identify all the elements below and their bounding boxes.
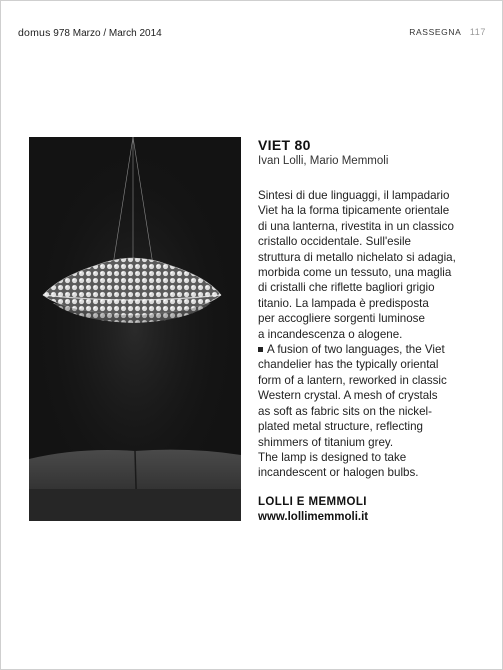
english-line: plated metal structure, reflecting: [258, 420, 423, 434]
chandelier-illustration: [29, 137, 241, 521]
italian-line: Viet ha la forma tipicamente orientale: [258, 204, 450, 218]
english-line: chandelier has the typically oriental: [258, 358, 439, 372]
article-body: [258, 188, 498, 481]
square-bullet-icon: [258, 347, 263, 352]
italian-line: a incandescenza o alogene.: [258, 327, 403, 341]
company-name: LOLLI E MEMMOLI: [258, 495, 367, 508]
section-name: RASSEGNA: [409, 27, 461, 37]
chandelier-photo: [29, 137, 241, 521]
issue-number: 978: [53, 28, 70, 39]
page-number: 117: [469, 27, 486, 37]
english-line: shimmers of titanium grey.: [258, 435, 394, 449]
company-website-link[interactable]: www.lollimemmoli.it: [258, 510, 369, 523]
english-line: incandescent or halogen bulbs.: [258, 466, 419, 480]
english-line: Western crystal. A mesh of crystals: [258, 389, 438, 403]
english-line-first: [258, 342, 498, 357]
italian-line: titanio. La lampada è predisposta: [258, 296, 429, 310]
english-line: The lamp is designed to take: [258, 450, 407, 464]
magazine-name: domus: [18, 27, 51, 39]
english-line: A fusion of two languages, the Viet: [267, 343, 445, 357]
italian-line: cristallo occidentale. Sull'esile: [258, 235, 412, 249]
page-header-right: [409, 27, 486, 37]
english-line: as soft as fabric sits on the nickel-: [258, 404, 432, 418]
italian-line: morbida come un tessuto, una maglia: [258, 266, 452, 280]
designers: Ivan Lolli, Mario Memmoli: [258, 155, 389, 167]
italian-line: struttura di metallo nichelato si adagia,: [258, 250, 456, 264]
italian-line: Sintesi di due linguaggi, il lampadario: [258, 189, 450, 202]
italian-line: di una lanterna, rivestita in un classico: [258, 219, 454, 233]
italian-line: per accogliere sorgenti luminose: [258, 312, 425, 326]
page-header-left: [18, 27, 162, 39]
english-line: form of a lantern, reworked in classic: [258, 373, 447, 387]
product-title: VIET 80: [258, 137, 311, 153]
italian-line: di cristalli che riflette bagliori grigio: [258, 281, 435, 295]
issue-date: Marzo / March 2014: [72, 28, 162, 39]
article-text: [258, 137, 498, 525]
